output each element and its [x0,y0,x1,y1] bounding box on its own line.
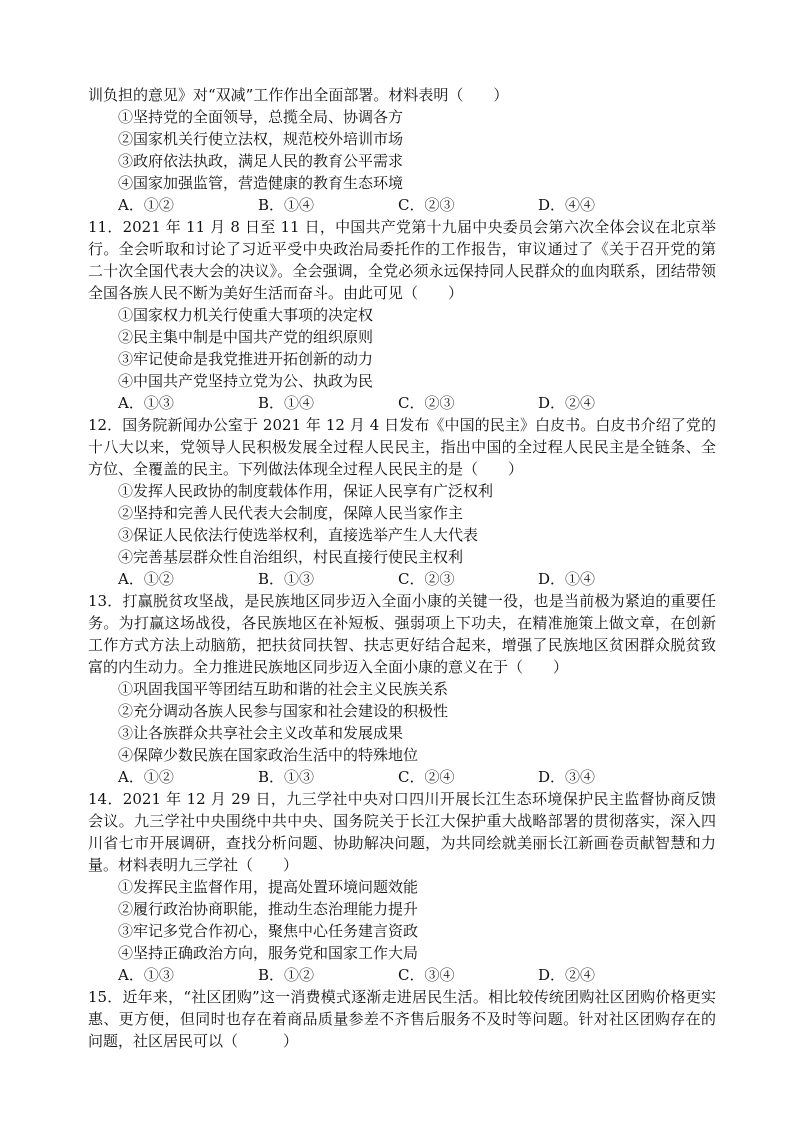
choice-b: B．①④ [258,394,315,412]
question-14 [88,788,716,986]
option-item: ②民主集中制是中国共产党的组织原则 [118,328,374,346]
option-item: ③牢记使命是我党推进开拓创新的动力 [118,350,374,368]
option-item: ②国家机关行使立法权，规范校外培训市场 [118,130,404,148]
choice-c: C．②③ [398,570,455,588]
question-stem: 训负担的意见》对“双减”工作作出全面部署。材料表明（ ） [88,86,509,104]
question-13 [88,590,716,788]
choice-d: D．②④ [538,394,596,412]
question-stem: 13．打赢脱贫攻坚战，是民族地区同步迈入全面小康的关键一役，也是当前极为紧迫的重要任务。为打赢这场战役，各民族地区在补短板、强弱项上下功夫，在精准施策上做文章，在创新工作方式方法上动脑筋，把扶贫同扶智、扶志更好结合起来，增强了民族地区贫困群众脱贫致富的内生动力。全力推进民族地区同步迈入全面小康的意义在于（ ） [88,592,716,676]
choice-b: B．①④ [258,196,315,214]
choice-a: A．①② [118,570,174,588]
choice-c: C．②③ [398,394,455,412]
answer-choices [88,568,716,590]
answer-choices [88,194,716,216]
question-stem: 14．2021 年 12 月 29 日，九三学社中央对口四川开展长江生态环境保护民主监督协商反馈会议。九三学社中央围绕中共中央、国务院关于长江大保护重大战略部署的贯彻落实，深入四川省七市开展调研，查找分析问题、协助解决问题，为共同绘就美丽长江新画卷贡献智慧和力量。材料表明九三学社（ ） [88,790,716,874]
choice-c: C．③④ [398,966,455,984]
choice-b: B．①② [258,966,315,984]
option-item: ②坚持和完善人民代表大会制度，保障人民当家作主 [118,504,464,522]
question-11 [88,216,716,414]
choice-c: C．②③ [398,196,455,214]
option-item: ②履行政治协商职能，推动生态治理能力提升 [118,900,419,918]
option-item: ④完善基层群众性自治组织，村民直接行使民主权利 [118,548,464,566]
answer-choices [88,392,716,414]
option-item: ③保证人民依法行使选举权利，直接选举产生人大代表 [118,526,479,544]
option-item: ④保障少数民族在国家政治生活中的特殊地位 [118,746,419,764]
option-item: ①国家权力机关行使重大事项的决定权 [118,306,374,324]
answer-choices [88,964,716,986]
option-item: ①坚持党的全面领导，总揽全局、协调各方 [118,108,404,126]
choice-b: B．①③ [258,570,315,588]
choice-a: A．①② [118,196,174,214]
option-item: ④国家加强监管，营造健康的教育生态环境 [118,174,404,192]
option-item: ③让各族群众共享社会主义改革和发展成果 [118,724,404,742]
option-item: ①巩固我国平等团结互助和谐的社会主义民族关系 [118,680,449,698]
choice-a: A．①③ [118,394,174,412]
choice-d: D．①④ [538,570,596,588]
option-item: ①发挥人民政协的制度载体作用，保证人民享有广泛权利 [118,482,494,500]
option-item: ①发挥民主监督作用，提高处置环境问题效能 [118,878,419,896]
option-item: ③政府依法执政，满足人民的教育公平需求 [118,152,404,170]
question-10 [88,84,716,216]
option-item: ④坚持正确政治方向，服务党和国家工作大局 [118,944,419,962]
question-12 [88,414,716,590]
choice-c: C．②④ [398,768,455,786]
question-stem: 12．国务院新闻办公室于 2021 年 12 月 4 日发布《中国的民主》白皮书。白皮书介绍了党的十八大以来，党领导人民积极发展全过程人民民主，指出中国的全过程人民民主是全链条、全方位、全覆盖的民主。下列做法体现全过程人民民主的是（ ） [88,416,716,478]
choice-a: A．①② [118,768,174,786]
choice-d: D．②④ [538,966,596,984]
answer-choices [88,766,716,788]
option-item: ③牢记多党合作初心，聚焦中心任务建言资政 [118,922,419,940]
question-15 [88,986,716,1052]
question-stem: 11．2021 年 11 月 8 日至 11 日，中国共产党第十九届中央委员会第六次全体会议在北京举行。全会听取和讨论了习近平受中央政治局委托作的工作报告，审议通过了《关于召开党的第二十次全国代表大会的决议》。全会强调，全党必须永远保持同人民群众的血肉联系，团结带领全国各族人民不断为美好生活而奋斗。由此可见（ ） [88,218,716,302]
option-item: ④中国共产党坚持立党为公、执政为民 [118,372,374,390]
choice-b: B．①③ [258,768,315,786]
choice-a: A．①③ [118,966,174,984]
option-item: ②充分调动各族人民参与国家和社会建设的积极性 [118,702,449,720]
choice-d: D．③④ [538,768,596,786]
choice-d: D．④④ [538,196,596,214]
exam-page [88,84,716,1052]
question-stem: 15．近年来，“社区团购”这一消费模式逐渐走进居民生活。相比较传统团购社区团购价格更实惠、更方便，但同时也存在着商品质量参差不齐售后服务不及时等问题。针对社区团购存在的问题，社区居民可以（ ） [88,988,716,1050]
